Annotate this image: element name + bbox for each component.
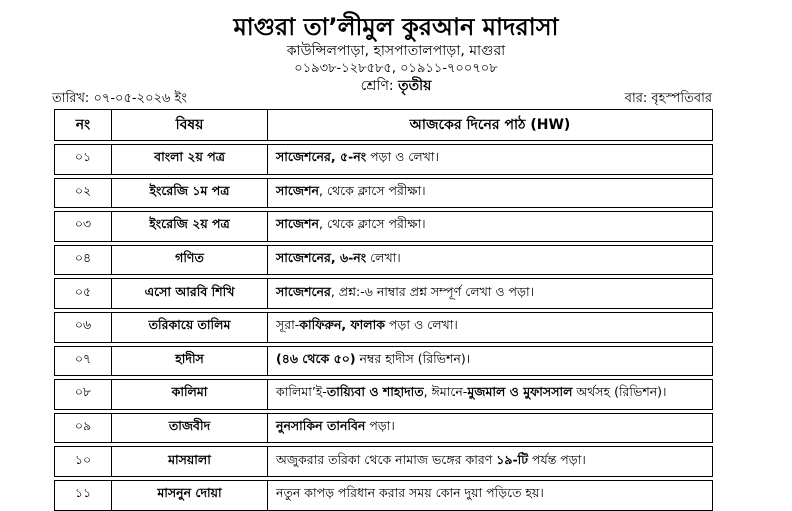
- homework-text-segment: (৪৬ থেকে ৫০): [276, 350, 356, 366]
- date-text: তারিখ: ০৭-০৫-২০২৬ ইং: [52, 91, 187, 106]
- homework-text-segment: অর্থসহ (রিভিশন)।: [572, 384, 667, 400]
- row-homework: [268, 312, 713, 342]
- header-number: নং: [55, 110, 112, 141]
- homework-text-segment: অজুকরার তরিকা থেকে নামাজ ভঙ্গের কারণ: [276, 451, 497, 467]
- table-row: [55, 346, 713, 376]
- day-text: বার: বৃহস্পতিবার: [624, 91, 712, 106]
- homework-text-segment: মুজমাল ও মুফাসসাল: [467, 384, 573, 400]
- row-homework: [268, 380, 713, 410]
- row-homework: [268, 279, 713, 309]
- homework-table: [54, 109, 713, 511]
- table-body: [55, 141, 713, 511]
- homework-text-segment: পর্যন্ত পড়া।: [528, 451, 586, 467]
- row-number: ১১: [55, 480, 112, 510]
- row-homework: [268, 413, 713, 443]
- row-number: ০৫: [55, 279, 112, 309]
- homework-text-segment: সাজেশন: [276, 216, 319, 232]
- homework-text-segment: , থেকে ক্লাসে পরীক্ষা।: [318, 182, 426, 198]
- madrasa-phones: ০১৯৩৮-১২৮৫৮৫, ০১৯১১-৭০০৭০৮: [294, 61, 498, 76]
- table-row: [55, 145, 713, 175]
- table-row: [55, 447, 713, 477]
- row-number: ০৯: [55, 413, 112, 443]
- row-subject: হাদীস: [112, 346, 268, 376]
- table-row: [55, 279, 713, 309]
- row-subject: ইংরেজি ১ম পত্র: [112, 178, 268, 208]
- class-value: তৃতীয়: [398, 78, 432, 94]
- row-subject: তাজবীদ: [112, 413, 268, 443]
- table-row: [55, 245, 713, 275]
- table-row: [55, 413, 713, 443]
- homework-text-segment: পড়া ও লেখা।: [366, 149, 439, 165]
- homework-text-segment: লেখা।: [366, 250, 401, 266]
- homework-text-segment: ১৯-টি: [496, 451, 529, 467]
- homework-text-segment: নতুন কাপড় পরিধান করার সময় কোন দুয়া পড়িতে হয়।: [276, 485, 544, 501]
- table-row: [55, 480, 713, 510]
- row-subject: তরিকায়ে তালিম: [112, 312, 268, 342]
- row-number: ০২: [55, 178, 112, 208]
- homework-text-segment: কালিমা’ই-: [276, 384, 327, 400]
- row-number: ০৬: [55, 312, 112, 342]
- row-homework: [268, 346, 713, 376]
- madrasa-title: মাগুরা তা’লীমুল কুরআন মাদরাসা: [233, 13, 559, 41]
- homework-text-segment: নুনসাকিন তানবিন: [276, 418, 366, 434]
- row-homework: [268, 145, 713, 175]
- row-homework: [268, 178, 713, 208]
- row-subject: এসো আরবি শিখি: [112, 279, 268, 309]
- table-header-row: [55, 110, 713, 141]
- homework-text-segment: সাজেশনের: [276, 283, 331, 299]
- header-subject: বিষয়: [112, 110, 268, 141]
- table-row: [55, 212, 713, 242]
- row-homework: [268, 447, 713, 477]
- row-homework: [268, 245, 713, 275]
- row-subject: মাসয়ালা: [112, 447, 268, 477]
- homework-text-segment: সূরা-: [276, 317, 300, 333]
- row-subject: বাংলা ২য় পত্র: [112, 145, 268, 175]
- table-row: [55, 380, 713, 410]
- row-subject: ইংরেজি ২য় পত্র: [112, 212, 268, 242]
- row-number: ০৩: [55, 212, 112, 242]
- homework-text-segment: কাফিরুন, ফালাক: [299, 317, 385, 333]
- homework-text-segment: সাজেশন: [276, 182, 319, 198]
- homework-text-segment: সাজেশনের, ৬-নং: [276, 250, 367, 266]
- homework-text-segment: , থেকে ক্লাসে পরীক্ষা।: [318, 216, 426, 232]
- row-number: ১০: [55, 447, 112, 477]
- homework-text-segment: পড়া।: [365, 418, 395, 434]
- row-homework: [268, 480, 713, 510]
- class-label: শ্রেণি:: [360, 78, 394, 94]
- row-number: ০৪: [55, 245, 112, 275]
- homework-text-segment: , প্রশ্ন:-৬ নাম্বার প্রশ্ন সম্পূর্ণ লেখা ও পড়া।: [330, 283, 535, 299]
- row-number: ০৭: [55, 346, 112, 376]
- homework-text-segment: তায়্যিবা ও শাহাদাত: [326, 384, 424, 400]
- row-subject: কালিমা: [112, 380, 268, 410]
- row-subject: মাসনুন দোয়া: [112, 480, 268, 510]
- homework-text-segment: সাজেশনের, ৫-নং: [276, 149, 367, 165]
- row-homework: [268, 212, 713, 242]
- table-row: [55, 312, 713, 342]
- homework-text-segment: পড়া ও লেখা।: [384, 317, 458, 333]
- document-header: [0, 12, 792, 95]
- homework-text-segment: , ঈমানে-: [423, 384, 468, 400]
- table-row: [55, 178, 713, 208]
- header-homework: আজকের দিনের পাঠ (HW): [268, 110, 713, 141]
- madrasa-address: কাউন্সিলপাড়া, হাসপাতালপাড়া, মাগুরা: [286, 43, 506, 59]
- homework-text-segment: নম্বর হাদীস (রিভিশন)।: [355, 350, 471, 366]
- row-number: ০১: [55, 145, 112, 175]
- row-subject: গণিত: [112, 245, 268, 275]
- row-number: ০৮: [55, 380, 112, 410]
